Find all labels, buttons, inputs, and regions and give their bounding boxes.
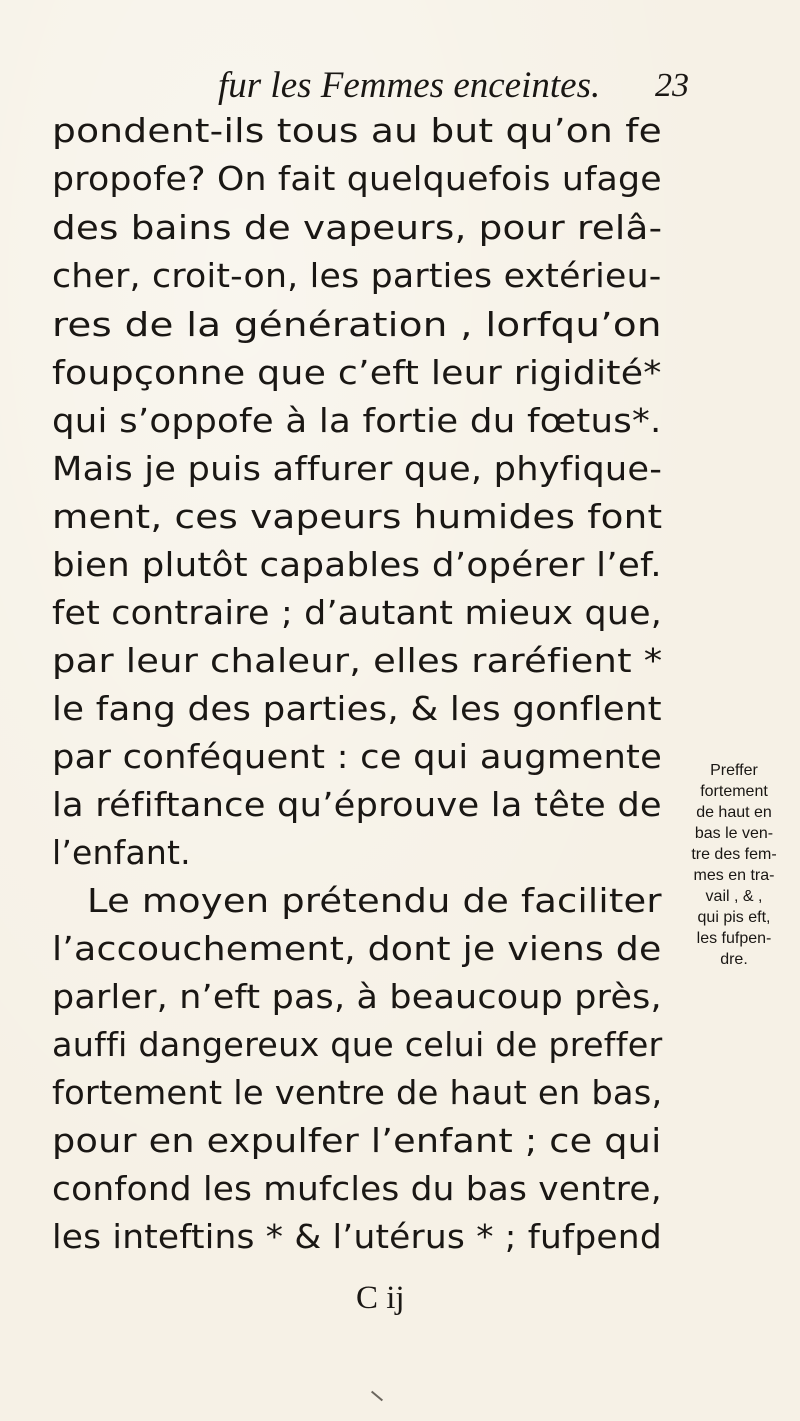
margin-note-line: bas le ven- <box>694 825 774 842</box>
signature-mark: C ij <box>356 1280 405 1316</box>
margin-note <box>675 760 793 970</box>
text-line: fortement le ventre de haut en bas, <box>52 1073 663 1112</box>
text-line: bien plutôt capables d’opérer l’ef. <box>52 545 662 584</box>
margin-note-line: Preffer <box>710 762 758 779</box>
margin-note-line: de haut en <box>696 804 772 821</box>
margin-note-line: vail , & , <box>705 888 763 905</box>
page-number: 23 <box>655 67 689 104</box>
text-line: la réfiftance qu’éprouve la tête de <box>52 785 662 824</box>
text-line: par leur chaleur, elles raréfient * <box>52 641 663 680</box>
text-line: pour en expulfer l’enfant ; ce qui <box>52 1121 662 1160</box>
text-line: Le moyen prétendu de faciliter <box>87 881 662 920</box>
text-line: propofe? On fait quelquefois ufage <box>52 159 662 198</box>
text-line: parler, n’eft pas, à beaucoup près, <box>52 977 662 1016</box>
text-line: Mais je puis affurer que, phyfique- <box>52 449 663 488</box>
text-line: confond les mufcles du bas ventre, <box>52 1169 662 1208</box>
stray-mark <box>371 1391 383 1402</box>
text-line: pondent-ils tous au but qu’on fe <box>52 111 662 150</box>
text-line: le fang des parties, & les gonflent <box>52 689 662 728</box>
text-line: par conféquent : ce qui augmente <box>52 737 663 776</box>
text-line: les inteftins * & l’utérus * ; fufpend <box>52 1217 662 1256</box>
running-head <box>0 62 800 110</box>
text-line: qui s’oppofe à la fortie du fœtus*. <box>52 401 662 440</box>
margin-note-line: mes en tra- <box>693 867 775 884</box>
margin-note-line: tre des fem- <box>691 846 777 863</box>
text-line: res de la génération , lorfqu’on <box>52 305 662 344</box>
margin-note-line: dre. <box>720 951 748 968</box>
text-line: l’accouchement, dont je viens de <box>52 929 662 968</box>
text-line: auffi dangereux que celui de preffer <box>52 1025 663 1064</box>
running-title: fur les Femmes enceintes. <box>218 65 601 106</box>
text-line: des bains de vapeurs, pour relâ- <box>52 208 663 247</box>
margin-note-line: qui pis eft, <box>697 909 771 926</box>
text-line: l’enfant. <box>52 833 191 872</box>
text-line: cher, croit-on, les parties extérieu- <box>52 256 662 295</box>
text-line: fet contraire ; d’autant mieux que, <box>52 593 663 632</box>
text-line: ment, ces vapeurs humides font <box>52 497 663 536</box>
margin-note-line: fortement <box>700 783 768 800</box>
text-line: foupçonne que c’eft leur rigidité* <box>52 353 662 392</box>
margin-note-line: les fufpen- <box>696 930 772 947</box>
